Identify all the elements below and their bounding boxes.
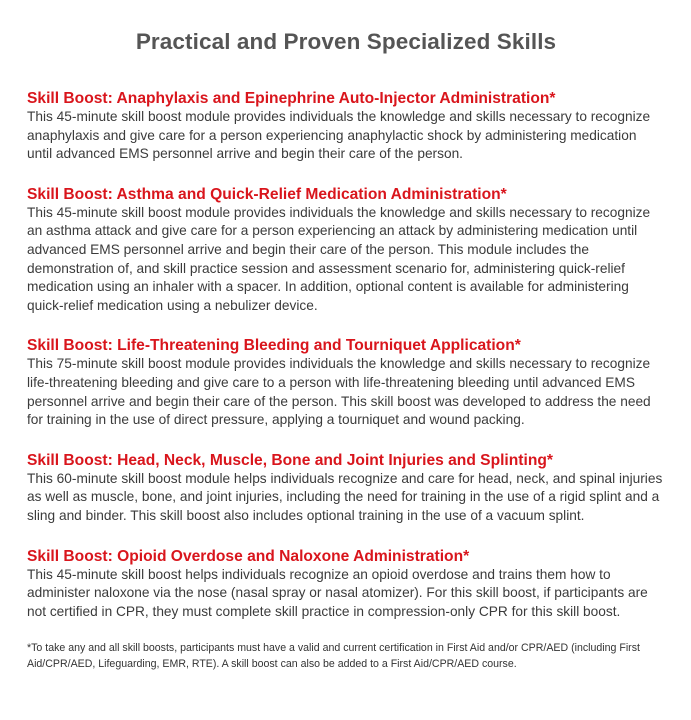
skill-boost-injuries-splinting	[27, 451, 665, 526]
skill-boost-bleeding	[27, 336, 665, 429]
section-title: Skill Boost: Life-Threatening Bleeding and Tourniquet Application*	[27, 337, 521, 355]
section-description: This 60-minute skill boost module helps individuals recognize and care for head, neck, and spinal injuries as well as muscle, bone, and joint injuries, including the need for training in the use of a rigid splint and a sling and binder. This skill boost also includes optional training in the use of a vacuum splint.	[27, 470, 663, 523]
section-title: Skill Boost: Head, Neck, Muscle, Bone and Joint Injuries and Splinting*	[27, 451, 553, 469]
skill-boost-opioid	[27, 547, 665, 622]
skill-boost-asthma	[27, 185, 665, 316]
section-description: This 45-minute skill boost module provides individuals the knowledge and skills necessary to recognize an asthma attack and give care for a person experiencing an attack by administering medication until advanced EMS personnel arrive and begin their care of the person. This module includes the demonstration of, and skill practice session and assessment scenario for, administering quick-relief medication using an inhaler with a spacer. In addition, optional content is available for administering quick-relief medication using a nebulizer device.	[27, 204, 651, 313]
footnote: *To take any and all skill boosts, participants must have a valid and current certification in First Aid and/or CPR/AED (including First Aid/CPR/AED, Lifeguarding, EMR, RTE). A skill boost can also be added to a First Aid/CPR/AED course.	[27, 642, 640, 671]
section-description: This 45-minute skill boost helps individuals recognize an opioid overdose and trains them how to administer naloxone via the nose (nasal spray or nasal atomizer). For this skill boost, if participants are not certified in CPR, they must complete skill practice in compression-only CPR for this skill boost.	[27, 566, 648, 619]
section-title: Skill Boost: Opioid Overdose and Naloxone Administration*	[27, 547, 470, 565]
skill-boost-list	[27, 89, 665, 621]
section-description: This 75-minute skill boost module provides individuals the knowledge and skills necessary to recognize life-threatening bleeding and give care to a person with life-threatening bleeding until advanced EMS personnel arrive and begin their care of the person. This skill boost was developed to address the need for training in the use of direct pressure, applying a tourniquet and wound packing.	[27, 356, 651, 428]
section-title: Skill Boost: Anaphylaxis and Epinephrine Auto-Injector Administration*	[27, 90, 556, 107]
skill-boost-anaphylaxis	[27, 89, 665, 164]
section-description: This 45-minute skill boost module provides individuals the knowledge and skills necessary to recognize anaphylaxis and give care for a person experiencing anaphylactic shock by administering medication until advanced EMS personnel arrive and begin their care of the person.	[27, 109, 651, 162]
page-title: Practical and Proven Specialized Skills	[135, 29, 557, 54]
section-title: Skill Boost: Asthma and Quick-Relief Medication Administration*	[27, 185, 507, 203]
